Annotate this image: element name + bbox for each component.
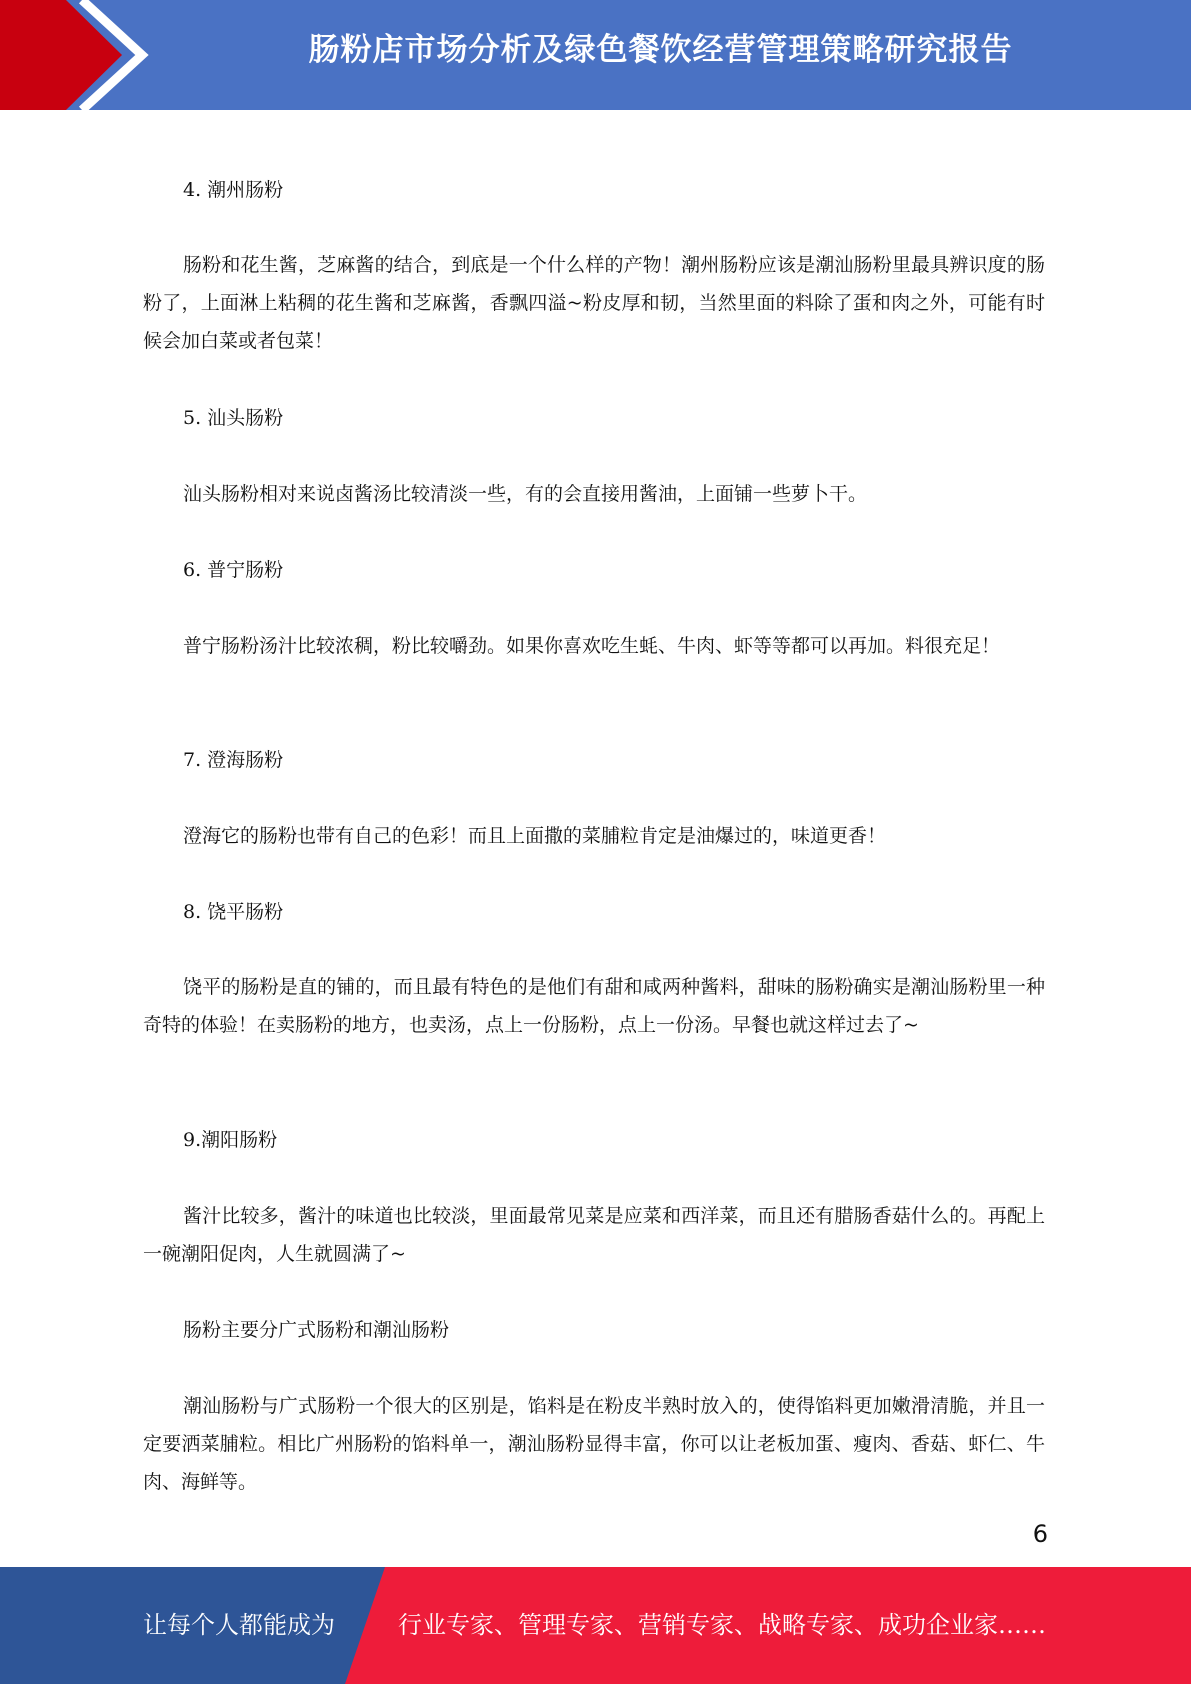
section-paragraph: 汕头肠粉相对来说卤酱汤比较清淡一些，有的会直接用酱油，上面铺一些萝卜干。 [183,483,868,505]
section-paragraph: 饶平的肠粉是直的铺的，而且最有特色的是他们有甜和咸两种酱料，甜味的肠粉确实是潮汕肠粉里一种奇特的体验！在卖肠粉的地方，也卖汤，点上一份肠粉，点上一份汤。早餐也就这样过去了~ [143,976,1045,1036]
section-heading: 肠粉主要分广式肠粉和潮汕肠粉 [183,1319,450,1341]
section-heading: 7. 澄海肠粉 [183,749,284,771]
section-paragraph: 澄海它的肠粉也带有自己的色彩！而且上面撒的菜脯粒肯定是油爆过的，味道更香！ [183,825,887,847]
section-paragraph: 普宁肠粉汤汁比较浓稠，粉比较嚼劲。如果你喜欢吃生蚝、牛肉、虾等等都可以再加。料很充足！ [183,635,1001,657]
header-band [0,0,1191,110]
footer-slogan-right: 行业专家、管理专家、营销专家、战略专家、成功企业家…… [398,1611,1046,1639]
footer-slogan-left: 让每个人都能成为 [143,1611,335,1639]
footer-band [0,1567,1191,1684]
section-heading: 9.潮阳肠粉 [183,1129,278,1151]
section-heading: 8. 饶平肠粉 [183,901,284,923]
section-heading: 5. 汕头肠粉 [183,407,284,429]
document-title: 肠粉店市场分析及绿色餐饮经营管理策略研究报告 [308,32,1013,68]
section-heading: 6. 普宁肠粉 [183,559,284,581]
section-paragraph: 肠粉和花生酱，芝麻酱的结合，到底是一个什么样的产物！潮州肠粉应该是潮汕肠粉里最具辨识度的肠粉了，上面淋上粘稠的花生酱和芝麻酱，香飘四溢~粉皮厚和韧，当然里面的料除了蛋和肉之外，可能有时候会加白菜或者包菜！ [143,254,1045,352]
section-paragraph: 酱汁比较多，酱汁的味道也比较淡，里面最常见菜是应菜和西洋菜，而且还有腊肠香菇什么的。再配上一碗潮阳促肉，人生就圆满了~ [143,1205,1045,1265]
page-number: 6 [1032,1520,1048,1548]
section-paragraph: 潮汕肠粉与广式肠粉一个很大的区别是，馅料是在粉皮半熟时放入的，使得馅料更加嫩滑清脆，并且一定要洒菜脯粒。相比广州肠粉的馅料单一，潮汕肠粉显得丰富，你可以让老板加蛋、瘦肉、香菇、虾仁、牛肉、海鲜等。 [143,1395,1045,1493]
section-heading: 4. 潮州肠粉 [183,179,284,201]
header-chevron-graphic [0,0,160,110]
